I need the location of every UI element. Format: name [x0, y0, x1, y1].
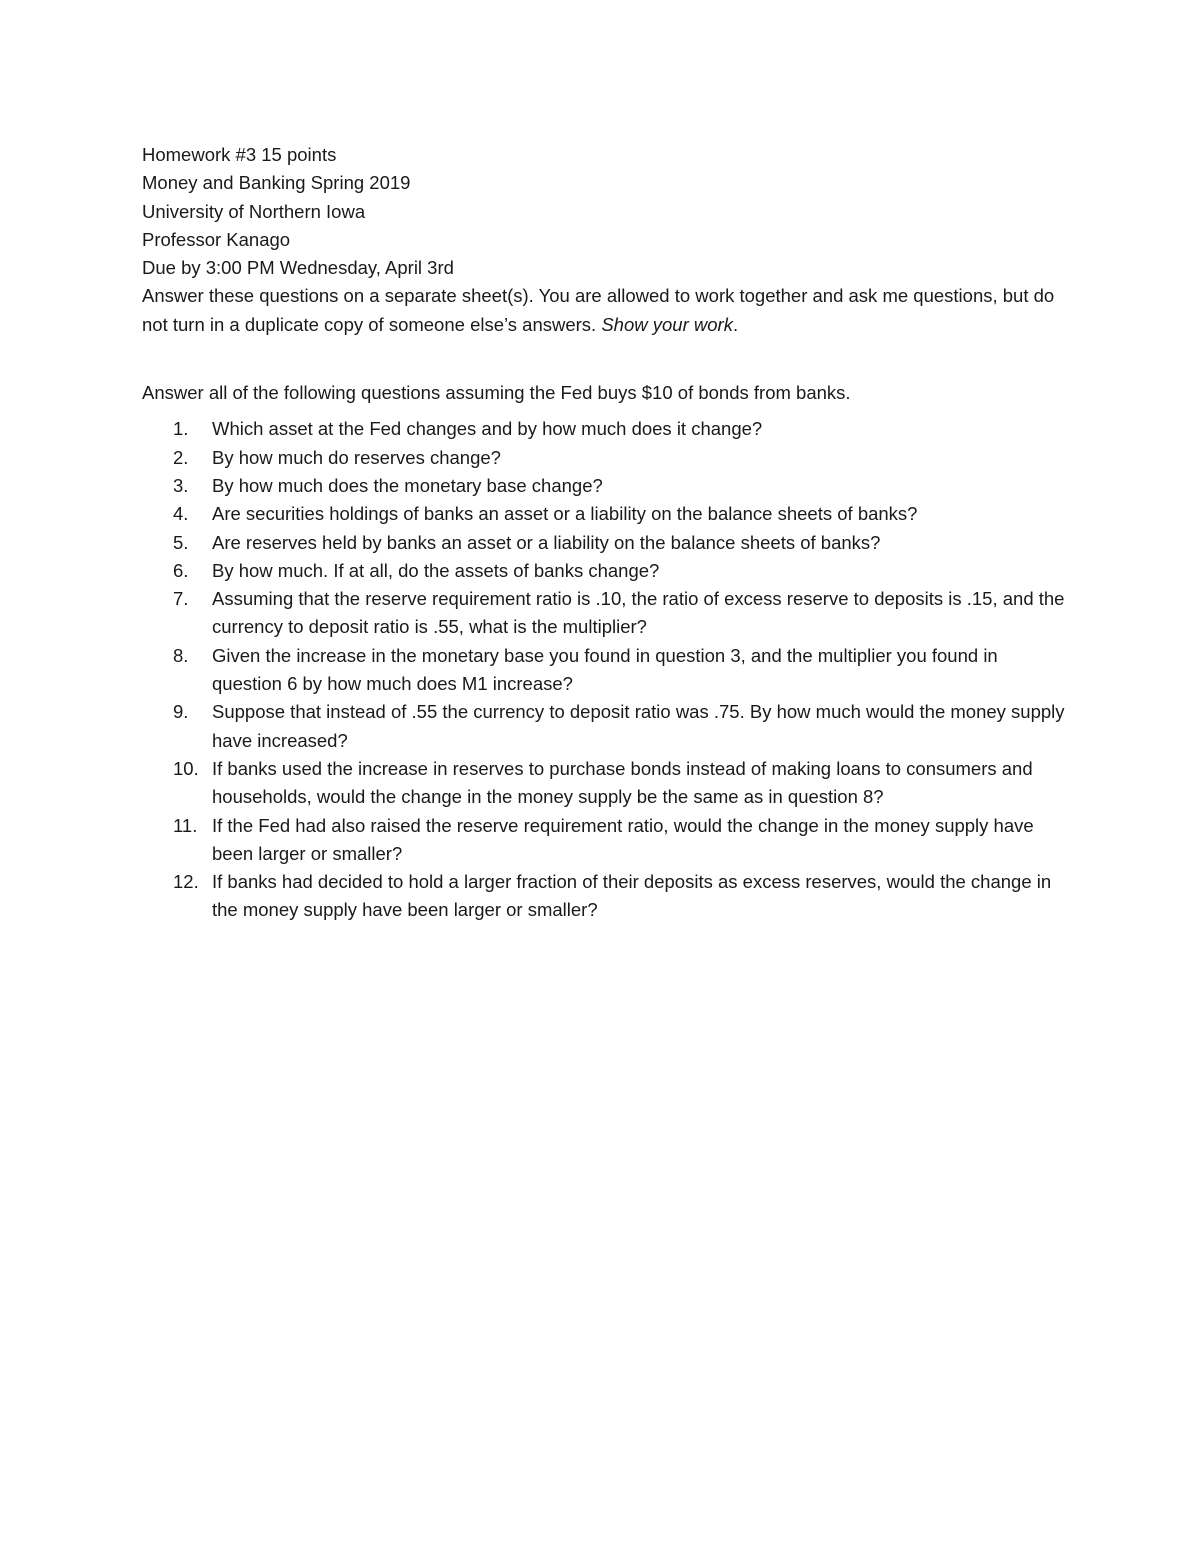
section-spacer [142, 339, 1072, 379]
question-text: If banks used the increase in reserves to purchase bonds instead of making loans to consumers and households, would the change in the money supply be the same as in question 8? [212, 757, 1033, 808]
question-item [142, 812, 1072, 869]
instructions-paragraph [142, 282, 1072, 339]
question-item [142, 557, 1072, 585]
question-number: 9. [173, 701, 189, 723]
homework-title: Homework #3 15 points [142, 144, 337, 165]
question-item [142, 444, 1072, 472]
document-page [142, 141, 1072, 925]
question-item [142, 585, 1072, 642]
question-number: 3. [173, 474, 189, 496]
question-text: Assuming that the reserve requirement ratio is .10, the ratio of excess reserve to deposits is .15, and the currency to deposit ratio is .55, what is the multiplier? [212, 588, 1065, 638]
document-header [142, 141, 1072, 282]
question-number: 6. [173, 559, 189, 581]
question-item [142, 755, 1072, 812]
question-item [142, 500, 1072, 528]
course-name: Money and Banking Spring 2019 [142, 172, 411, 194]
question-number: 2. [173, 446, 189, 468]
question-item [142, 868, 1072, 925]
question-number: 1. [173, 418, 189, 440]
question-item [142, 698, 1072, 755]
question-item [142, 415, 1072, 443]
due-date: Due by 3:00 PM Wednesday, April 3rd [142, 257, 454, 279]
question-text: Given the increase in the monetary base you found in question 3, and the multiplier you found in question 6 by how much does M1 increase? [212, 644, 998, 695]
question-text: If the Fed had also raised the reserve requirement ratio, would the change in the money supply have been larger or smaller? [212, 814, 1034, 864]
question-text: By how much do reserves change? [212, 446, 501, 468]
question-text: Suppose that instead of .55 the currency to deposit ratio was .75. By how much would the money supply have increased? [212, 701, 1065, 751]
university-name: University of Northern Iowa [142, 200, 366, 222]
instructions-emphasis: Show your work [601, 313, 733, 335]
question-number: 4. [173, 503, 189, 525]
question-number: 10. [173, 757, 199, 779]
instructions-text: Answer these questions on a separate sheet(s). You are allowed to work together and ask me questions, but do not turn in a duplicate copy of someone else’s answers. [142, 285, 1055, 335]
instructions-end: . [732, 313, 739, 335]
question-number: 11. [173, 814, 198, 836]
question-item [142, 529, 1072, 557]
professor-name: Professor Kanago [142, 228, 291, 250]
question-text: Which asset at the Fed changes and by how much does it change? [212, 418, 763, 440]
question-item [142, 472, 1072, 500]
question-number: 12. [173, 871, 199, 893]
question-number: 5. [173, 531, 189, 553]
question-text: Are securities holdings of banks an asset or a liability on the balance sheets of banks? [212, 503, 918, 525]
question-text: Are reserves held by banks an asset or a liability on the balance sheets of banks? [212, 531, 881, 553]
question-number: 7. [173, 588, 189, 610]
question-list [142, 415, 1072, 924]
question-text: By how much does the monetary base change? [212, 474, 603, 496]
question-text: By how much. If at all, do the assets of banks change? [212, 559, 660, 581]
question-number: 8. [173, 644, 189, 666]
question-item [142, 642, 1072, 699]
question-text: If banks had decided to hold a larger fraction of their deposits as excess reserves, would the change in the money supply have been larger or smaller? [212, 871, 1052, 921]
questions-intro: Answer all of the following questions assuming the Fed buys $10 of bonds from banks. [142, 382, 851, 404]
